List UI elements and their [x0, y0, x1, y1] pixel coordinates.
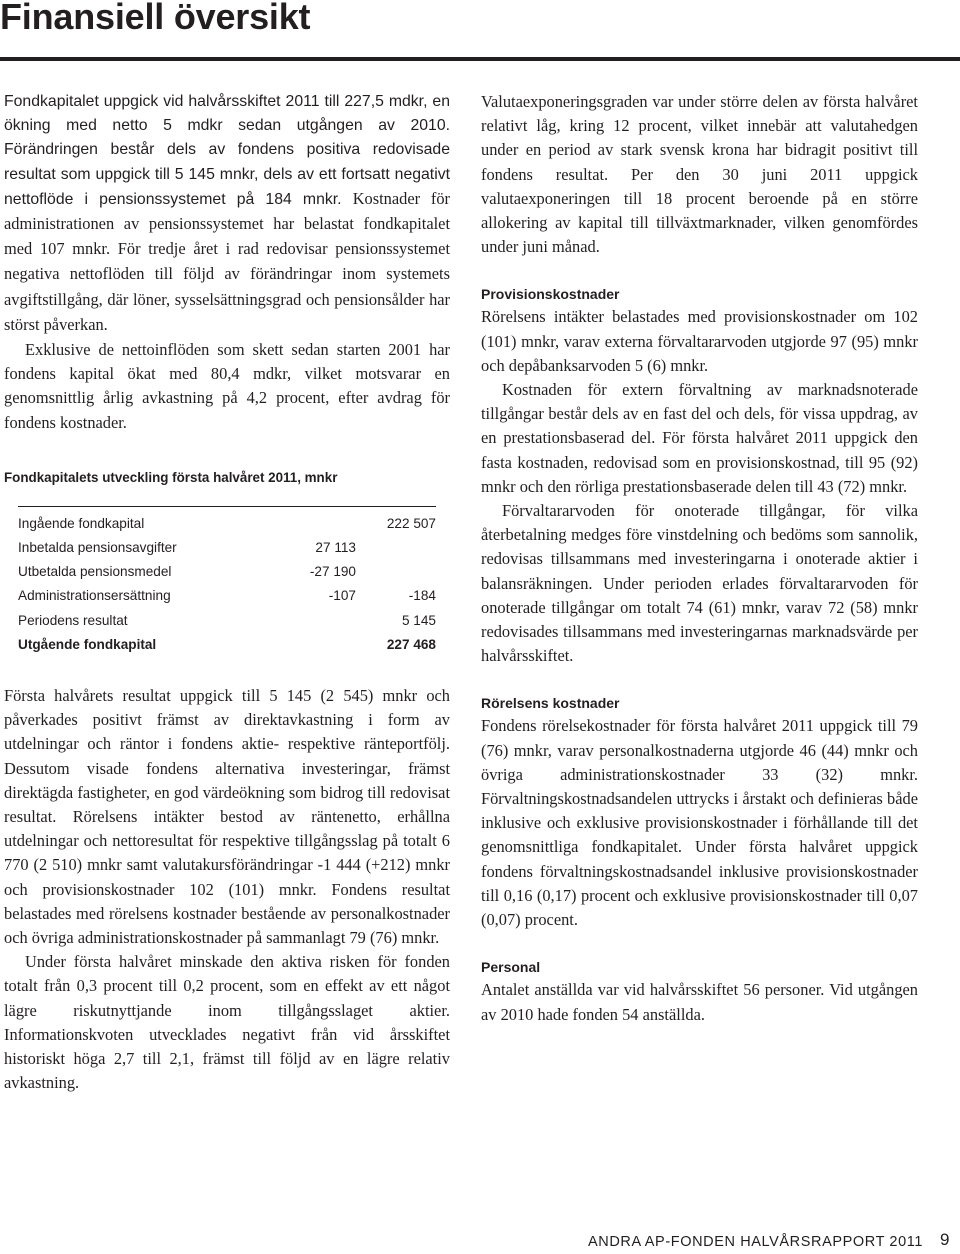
row-label: Periodens resultat	[18, 612, 128, 628]
right-column	[481, 90, 918, 1027]
intro-paragraph-sans: Fondkapitalet uppgick vid halvårsskiftet 2011 till 227,5 mdkr, en ökning med netto 5 mdkr sedan utgången av 2010. Förändringen består dels av fondens positiva redovisade resultat som uppgick till 5 145 mnkr, dels av ett fortsatt negativt nettoflöde i pensionssystemet på 184 mnkr.	[4, 93, 450, 208]
table-row	[18, 609, 436, 633]
section-heading-commission: Provisionskostnader	[481, 286, 620, 303]
page-number: 9	[940, 1230, 950, 1249]
row-label: Ingående fondkapital	[18, 515, 145, 531]
fund-capital-table	[18, 506, 436, 657]
table-row	[18, 512, 436, 536]
title-rule	[0, 57, 960, 61]
table-row	[18, 536, 436, 560]
paragraph-personnel: Antalet anställda var vid halvårsskiftet 56 personer. Vid utgången av 2010 hade fonden 54 anställda.	[481, 980, 918, 1024]
row-value-2: 227 468	[386, 636, 436, 652]
intro-paragraph	[4, 90, 450, 338]
page-title: Finansiell översikt	[0, 0, 311, 37]
section-heading-personnel: Personal	[481, 959, 541, 976]
row-label: Administrationsersättning	[18, 588, 171, 604]
paragraph-capital-growth: Exklusive de nettoinflöden som skett sedan starten 2001 har fondens kapital ökat med 80,4 mdkr, vilket motsvarar en genomsnittlig årlig avkastning på 4,2 procent, efter avdrag för fondens kostnader.	[4, 340, 450, 432]
row-label: Utbetalda pensionsmedel	[18, 564, 172, 580]
paragraph-active-risk: Under första halvåret minskade den aktiva risken för fonden totalt från 0,3 procent till 0,2 procent, som en effekt av ett något lägre riskutnyttjande inom tillgångsslaget aktier. Informationskvoten utvecklades negativt från vid årsskiftet historiskt höga 2,7 till 2,1, främst till följd av en lägre relativ avkastning.	[4, 952, 450, 1093]
paragraph-result: Första halvårets resultat uppgick till 5 145 (2 545) mnkr och påverkades positivt främst av direktavkastning i form av utdelningar och räntor i fondens aktie- respektive ränteportfölj. Dessutom visade fondens alternativa investeringar, främst direktägda fastigheter, en god värdeökning som bidrog till redovisat resultat. Rörelsens intäkter bestod av räntenetto, erhållna utdelningar och nettoresultat för respektive tillgångsslag på totalt 6 770 (2 510) mnkr samt valutakursförändringar -1 444 (+212) mnkr och provisionskostnader 102 (101) mnkr. Fondens resultat belastades med rörelsens kostnader bestående av personalkostnader och övriga administrationskostnader på sammanlagt 79 (76) mnkr.	[4, 685, 450, 947]
table-row	[18, 584, 436, 608]
row-label: Inbetalda pensionsavgifter	[18, 540, 177, 556]
row-value-1: 27 113	[315, 540, 356, 556]
row-value-1: -27 190	[309, 564, 356, 580]
paragraph-operating-costs: Fondens rörelsekostnader för första halvåret 2011 uppgick till 79 (76) mnkr, varav personalkostnaderna utgjorde 46 (44) mnkr och övriga administrationskostnader 33 (32) mnkr. Förvaltningskostnadsandelen uttrycks i årstakt och definieras både inklusive och exklusive provisionskostnader i förhållande till det genomsnittliga fondkapitalet. Under första halvåret uppgick fondens förvaltningskostnadsandel inklusive provisionskostnader till 0,16 (0,17) procent och exklusive provisionskostnader till 0,07 (0,07) procent.	[481, 716, 918, 930]
footer-publication: ANDRA AP-FONDEN HALVÅRSRAPPORT 2011	[588, 1234, 924, 1250]
section-heading-operating-costs: Rörelsens kostnader	[481, 695, 620, 712]
paragraph-currency-exposure: Valutaexponeringsgraden var under större delen av första halvåret relativt låg, kring 12 procent, vilket innebär att valutahedgen under en period av stark svensk krona har bidragit positivt till fondens resultat. Per den 30 juni 2011 uppgick valutaexponeringen till 18 procent beroende på en större allokering av kapital till tillväxtmarknader, vilken genomfördes under juni månad.	[481, 92, 918, 257]
paragraph-unlisted-fees: Förvaltararvoden för onoterade tillgångar, för vilka återbetalning medges före vinstdelning och bedöms som sannolik, redovisas tillsammans med investeringarna i onoterade aktier i balansräkningen. Under perioden erlades förvaltararvoden för onoterade tillgångar om totalt 74 (61) mnkr, varav 72 (58) mnkr redovisades tillsammans med investeringarnas marknadsvärde per halvårsskiftet.	[481, 501, 918, 666]
paragraph-commission-costs: Rörelsens intäkter belastades med provisionskostnader om 102 (101) mnkr, varav externa förvaltararvoden utgjorde 97 (95) mnkr och depåbanksarvoden 5 (6) mnkr.	[481, 307, 918, 375]
row-label: Utgående fondkapital	[18, 636, 157, 652]
left-column	[4, 90, 450, 1095]
paragraph-external-management: Kostnaden för extern förvaltning av marknadsnoterade tillgångar består dels av en fast del och dels, för vissa uppdrag, av en prestationsbaserad del. För första halvåret 2011 uppgick den fasta kostnaden, redovisad som en provisionskostnad, till 95 (92) mnkr och den rörliga prestationsbaserade delen till 43 (72) mnkr.	[481, 380, 918, 496]
row-value-2: -184	[408, 588, 436, 604]
row-value-2: 5 145	[401, 612, 436, 628]
intro-paragraph-serif: Kostnader för administrationen av pensionssystemet har belastat fondkapitalet med 107 mnkr. För tredje året i rad redovisar pensionssystemet negativa nettoflöden till följd av förändringar inom systemets avgiftstillgång, där löner, sysselsättningsgrad och pensionsålder har störst påverkan.	[4, 188, 451, 334]
table-title: Fondkapitalets utveckling första halvåret 2011, mnkr	[4, 469, 338, 485]
table-row	[18, 560, 436, 584]
row-value-1: -107	[328, 588, 356, 604]
table-row-total	[18, 633, 436, 657]
row-value-2: 222 507	[386, 515, 436, 531]
